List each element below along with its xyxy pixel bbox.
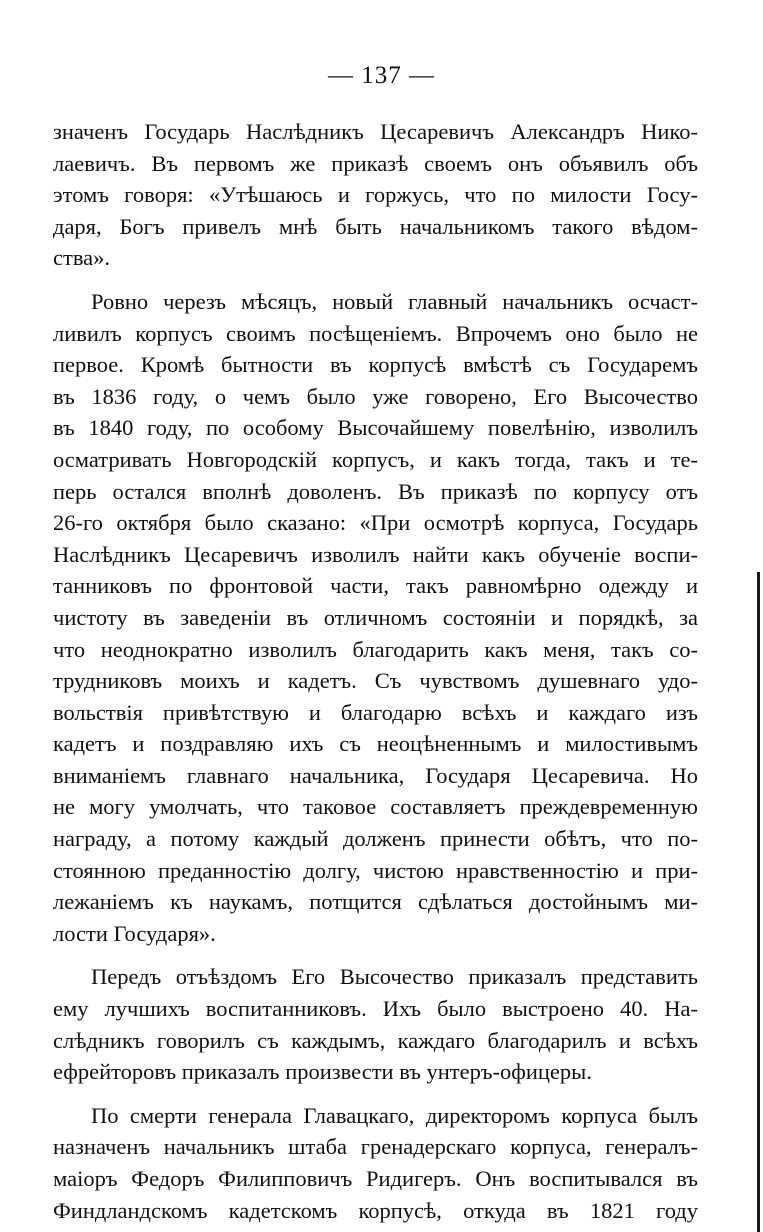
text-line: Наслѣдникъ Цесаревичъ изволилъ найти какъ обученіе воспи- [53,541,698,567]
page-edge-line [757,572,760,1232]
text-line: ему лучшихъ воспитанниковъ. Ихъ было выстроено 40. На- [53,996,698,1022]
text-line: перь остался вполнѣ доволенъ. Въ приказѣ по корпусу отъ [53,478,698,504]
text-line: осматривать Новгородскій корпусъ, и какъ тогда, такъ и те- [53,446,698,472]
text-line: вольствія привѣтствую и благодарю всѣхъ и каждаго изъ [53,699,698,725]
text-line: кадетъ и поздравляю ихъ съ неоцѣненнымъ и милостивымъ [53,731,698,757]
text-line: въ 1836 году, о чемъ было уже говорено, Его Высочество [53,383,698,409]
body-text [53,116,698,1226]
text-line: маіоръ Федоръ Филипповичъ Ридигеръ. Онъ воспитывался въ [53,1166,698,1191]
text-line: ефрейторовъ приказалъ произвести въ унтеръ-офицеры. [53,1059,592,1085]
text-line: 26-го октября было сказано: «При осмотрѣ корпуса, Государь [53,510,698,536]
text-line: танниковъ по фронтовой части, такъ равномѣрно одежду и [53,573,698,599]
text-line: Финдландскомъ кадетскомъ корпусѣ, откуда въ 1821 году [53,1197,698,1223]
text-line: лежаніемъ къ наукамъ, потщится сдѣлаться достойнымъ ми- [53,889,698,915]
text-line: что неоднократно изволилъ благодарить какъ меня, такъ со- [53,636,698,662]
text-line: лаевичъ. Въ первомъ же приказѣ своемъ онъ объявилъ объ [53,150,698,176]
text-line: въ 1840 году, по особому Высочайшему повелѣнію, изволилъ [53,415,698,441]
text-line: По смерти генерала Главацкаго, директоромъ корпуса былъ [91,1102,698,1128]
paragraph [53,1100,698,1226]
text-line: не могу умолчать, что таковое составляетъ преждевременную [53,794,698,820]
text-line: даря, Богъ привелъ мнѣ быть начальникомъ такого вѣдом- [53,213,698,239]
text-line: назначенъ начальникъ штаба гренадерскаго корпуса, генералъ- [53,1134,698,1160]
text-line: этомъ говоря: «Утѣшаюсь и горжусь, что по милости Госу- [53,182,698,208]
text-line: трудниковъ моихъ и кадетъ. Съ чувствомъ душевнаго удо- [53,668,698,694]
text-line: награду, а потому каждый долженъ принести обѣтъ, что по- [53,826,698,852]
text-line: значенъ Государь Наслѣдникъ Цесаревичъ Александръ Нико- [53,119,698,144]
text-line: вниманіемъ главнаго начальника, Государя Цесаревича. Но [53,762,698,788]
text-line: чистоту въ заведеніи въ отличномъ состояніи и порядкѣ, за [53,604,698,630]
page-number: — 137 — [328,62,435,89]
text-line: ливилъ корпусъ своимъ посѣщеніемъ. Впрочемъ оно было не [53,320,698,346]
text-line: Передъ отъѣздомъ Его Высочество приказалъ представить [91,964,698,990]
paragraph [53,961,698,1087]
text-line: Ровно черезъ мѣсяцъ, новый главный начальникъ осчаст- [91,288,698,314]
text-line: слѣдникъ говорилъ съ каждымъ, каждаго благодарилъ и всѣхъ [53,1027,698,1053]
text-line: ства». [53,245,111,271]
text-line: первое. Кромѣ бытности въ корпусѣ вмѣстѣ съ Государемъ [53,352,698,378]
paragraph [53,286,698,949]
text-line: лости Государя». [53,920,216,946]
paragraph [53,116,698,274]
text-line: стоянною преданностію долгу, чистою нравственностію и при- [53,857,698,883]
